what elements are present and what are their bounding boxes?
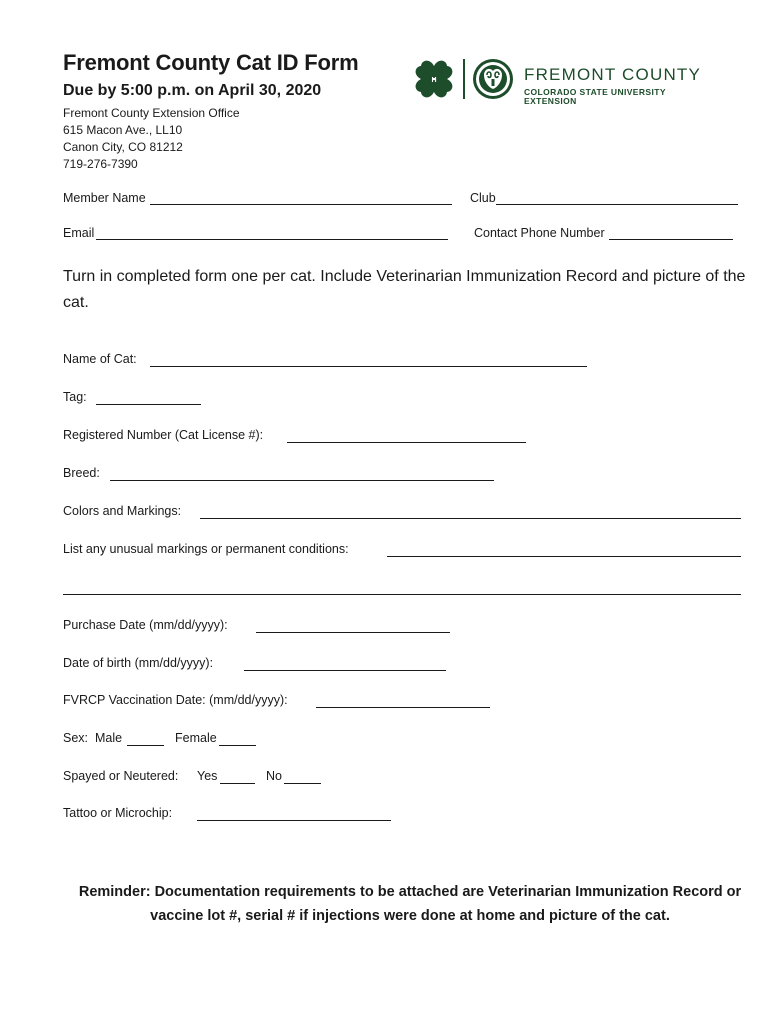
fvrcp-date-label: FVRCP Vaccination Date: (mm/dd/yyyy): — [63, 693, 288, 707]
office-name: Fremont County Extension Office — [63, 106, 240, 120]
cat-name-label: Name of Cat: — [63, 352, 137, 366]
logo-org-name: FREMONT COUNTY — [524, 65, 702, 84]
club-label: Club — [470, 191, 496, 205]
tag-field[interactable] — [96, 404, 201, 405]
due-date: Due by 5:00 p.m. on April 30, 2020 — [63, 82, 322, 99]
cat-name-field[interactable] — [150, 366, 587, 367]
logo-divider — [463, 59, 465, 99]
reminder-note: Reminder: Documentation requirements to be attached are Veterinarian Immunization Record or vaccine lot #, serial # if injections were done at home and picture of the cat. — [78, 884, 742, 924]
office-street: 615 Macon Ave., LL10 — [63, 123, 183, 137]
birth-date-label: Date of birth (mm/dd/yyyy): — [63, 656, 214, 670]
birth-date-field[interactable] — [244, 670, 446, 671]
logo-graphic — [414, 57, 514, 103]
no-label: No — [266, 769, 282, 783]
extension-logo — [414, 57, 724, 107]
breed-label: Breed: — [63, 466, 100, 480]
form-title: Fremont County Cat ID Form — [63, 50, 359, 75]
male-label: Male — [95, 731, 123, 745]
male-field[interactable] — [127, 745, 164, 746]
female-label: Female — [175, 731, 217, 745]
logo-university: COLORADO STATE UNIVERSITY EXTENSION — [524, 87, 666, 106]
no-field[interactable] — [284, 783, 321, 784]
breed-field[interactable] — [110, 480, 494, 481]
contact-phone-field[interactable] — [609, 239, 733, 240]
member-name-label: Member Name — [63, 191, 146, 205]
colors-markings-label: Colors and Markings: — [63, 504, 182, 518]
purchase-date-field[interactable] — [256, 632, 450, 633]
club-field[interactable] — [496, 204, 738, 205]
registered-number-field[interactable] — [287, 442, 526, 443]
instructions: Turn in completed form one per cat. Include Veterinarian Immunization Record and picture of the cat. — [63, 268, 746, 311]
registered-number-label: Registered Number (Cat License #): — [63, 428, 264, 442]
female-field[interactable] — [219, 745, 256, 746]
colors-markings-field[interactable] — [200, 518, 741, 519]
email-field[interactable] — [96, 239, 448, 240]
yes-label: Yes — [197, 769, 218, 783]
clover-icon — [416, 61, 453, 98]
unusual-markings-field-continued[interactable] — [63, 594, 741, 595]
ram-seal-icon — [473, 59, 513, 99]
fvrcp-date-field[interactable] — [316, 707, 490, 708]
unusual-markings-label: List any unusual markings or permanent conditions: — [63, 542, 349, 556]
contact-phone-label: Contact Phone Number — [474, 226, 605, 240]
tattoo-microchip-field[interactable] — [197, 820, 391, 821]
office-city: Canon City, CO 81212 — [63, 140, 183, 154]
svg-text:H: H — [431, 77, 437, 84]
purchase-date-label: Purchase Date (mm/dd/yyyy): — [63, 618, 228, 632]
sex-label: Sex: — [63, 731, 89, 745]
yes-field[interactable] — [220, 783, 255, 784]
unusual-markings-field[interactable] — [387, 556, 741, 557]
tattoo-microchip-label: Tattoo or Microchip: — [63, 806, 173, 820]
email-label: Email — [63, 226, 95, 240]
tag-label: Tag: — [63, 390, 87, 404]
office-phone: 719-276-7390 — [63, 157, 138, 171]
member-name-field[interactable] — [150, 204, 452, 205]
spayed-neutered-label: Spayed or Neutered: — [63, 769, 179, 783]
